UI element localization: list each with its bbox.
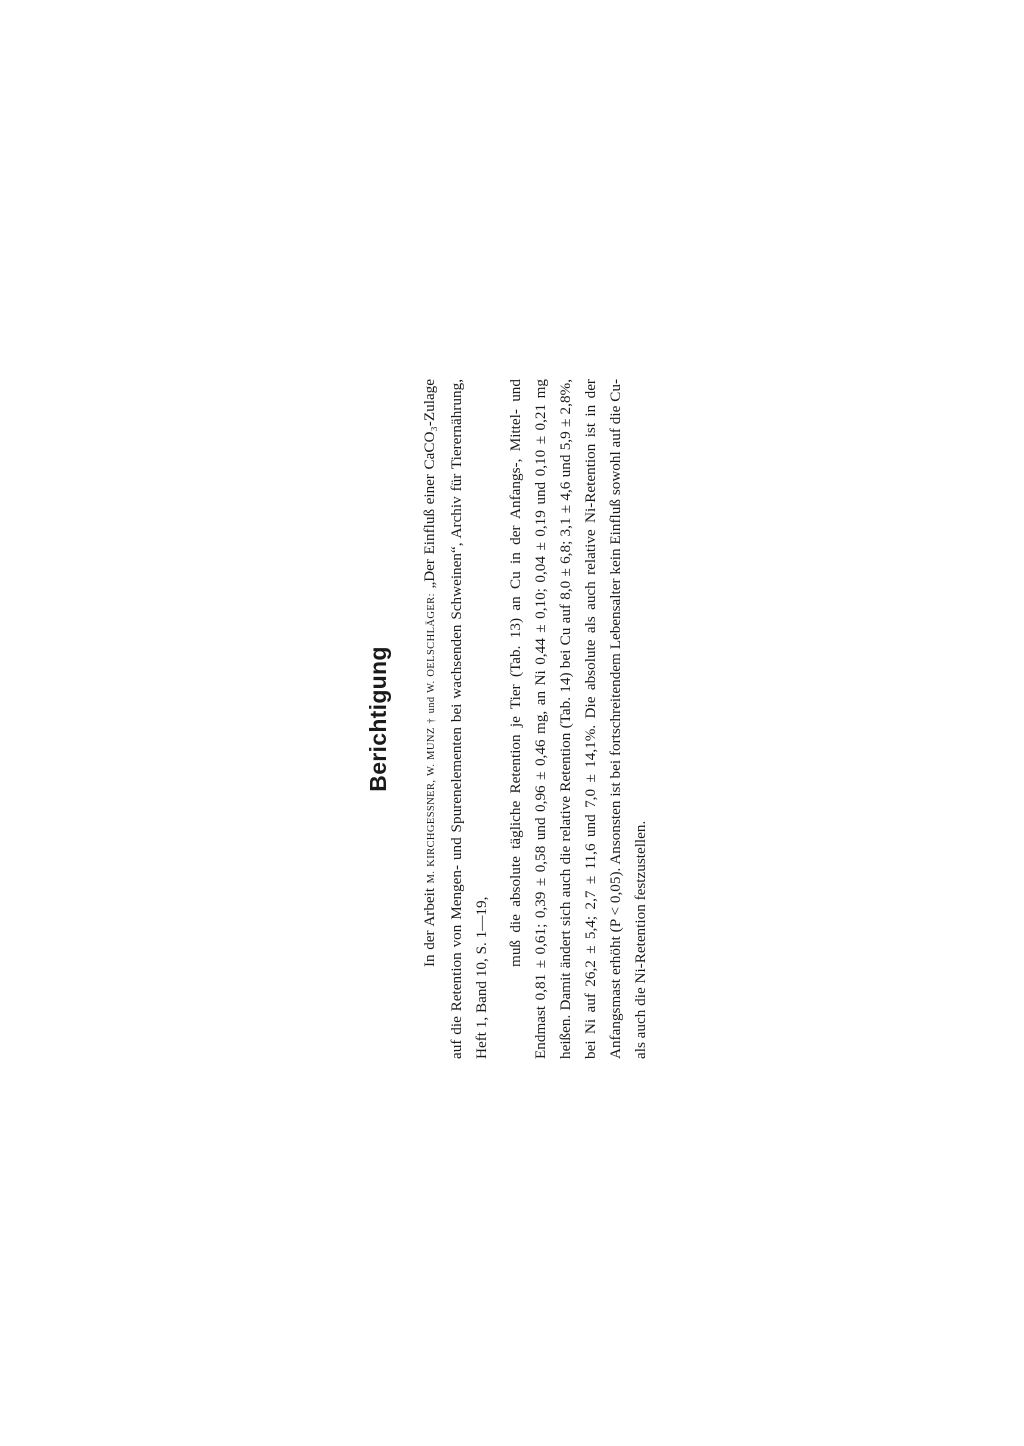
paragraph-1-text: „Der Einfluß einer CaCO₃-Zulage auf die Retention von Mengen- und Spurenelementen bei wachsenden Schweinen“, Archiv für Tierernährung, Heft 1, Band 10, S. 1—19, (421, 378, 490, 1059)
paragraph-2-text: muß die absolute tägliche Retention je Tier (Tab. 13) an Cu in der Anfangs-, Mittel- und Endmast 0,81 ± 0,61; 0,39 ± 0,58 und 0,96 ± 0,46 mg, an Ni 0,44 ± 0,10; 0,04 ± 0,19 und 0,10 ± 0,21 mg heißen. Damit ändert sich auch die relative Retention (Tab. 14) bei Cu auf 8,0 ± 6,8; 3,1 ± 4,6 und 5,9 ± 2,8%, bei Ni auf 26,2 ± 5,4; 2,7 ± 11,6 und 7,0 ± 14,1%. Die absolute als auch relative Ni-Retention ist in der Anfangsmast erhöht (P < 0,05). Ansonsten ist bei fortschreitendem Lebensalter kein Einfluß sowohl auf die Cu- als auch die Ni-Retention festzustellen. (507, 379, 649, 1059)
paragraph-1-authors: M. KIRCHGESSNER, W. MUNZ † und W. OELSCHLÄGER: (426, 593, 437, 884)
correction-notice (365, 379, 665, 1059)
notice-body (417, 379, 653, 1059)
paragraph-1 (417, 379, 494, 1059)
paragraph-1-lead: In der Arbeit (421, 887, 438, 967)
paragraph-2 (503, 379, 653, 1059)
page-title: Berichtigung (365, 646, 391, 792)
